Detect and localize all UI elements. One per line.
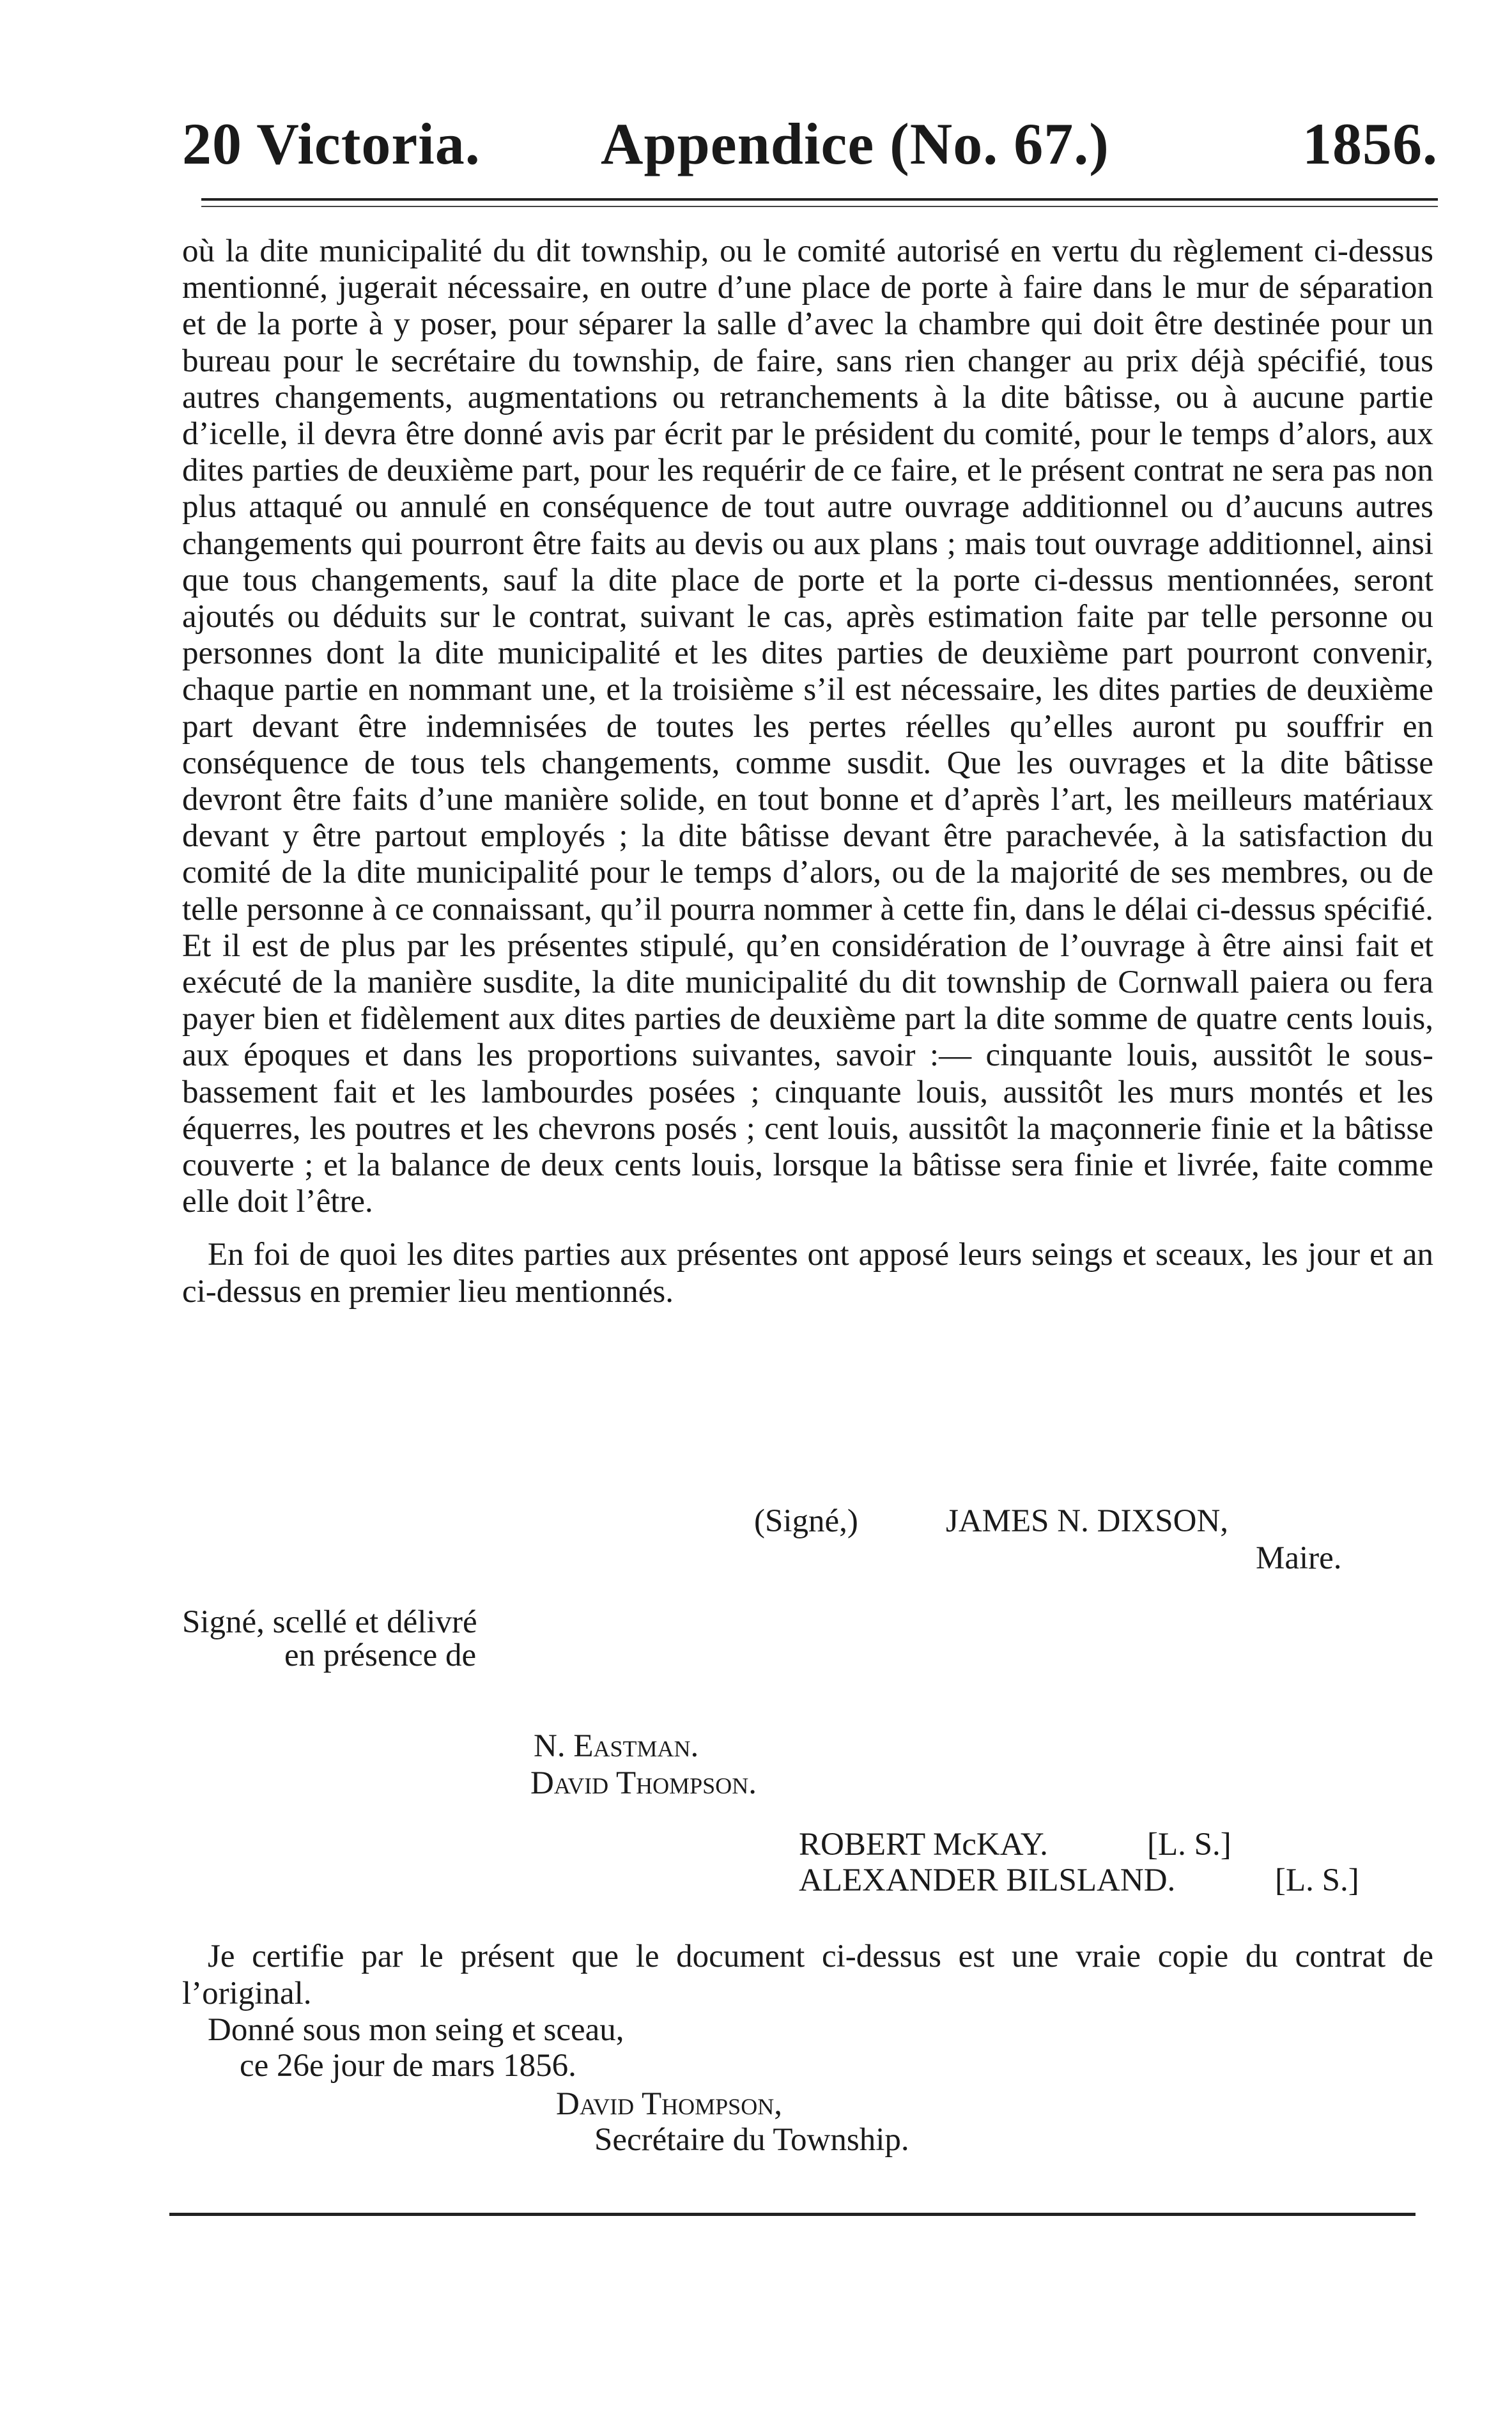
witness-line-2: en présence de	[284, 1638, 477, 1673]
party-bilsland: ALEXANDER BILSLAND.	[799, 1862, 1176, 1898]
certification-given: Donné sous mon seing et sceau,	[208, 2012, 624, 2048]
party-bilsland-seal: [L. S.]	[1275, 1862, 1359, 1898]
header-rule-thick	[201, 198, 1438, 201]
mayor-title: Maire.	[1256, 1540, 1342, 1576]
footer-rule	[169, 2213, 1416, 2216]
secretary-name: David Thompson,	[556, 2086, 782, 2122]
body-text	[182, 233, 1433, 1310]
page-header	[182, 105, 1438, 182]
party-mckay-seal: [L. S.]	[1147, 1827, 1231, 1862]
contract-paragraph: où la dite municipalité du dit township, ou le comité autorisé en vertu du règlement ci-dessus mentionné, jugerait nécessaire, en outre d’une place de porte à faire dans le mur de séparation et de la porte à y poser, pour séparer la salle d’avec la chambre qui doit être destinée pour un bureau pour le secrétaire du township, de faire, sans rien changer au prix déjà spécifié, tous autres changements, augmentations ou retranchements à la dite bâtisse, ou à aucune partie d’icelle, il devra être donné avis par écrit par le président du comité, pour le temps d’alors, aux dites parties de deuxième part, pour les requérir de ce faire, et le présent contrat ne sera pas non plus attaqué ou annulé en conséquence de tout autre ouvrage additionnel ou d’aucuns autres changements qui pourront être faits au devis ou aux plans ; mais tout ouvrage additionnel, ainsi que tous changements, sauf la dite place de porte et la porte ci-dessus mentionnées, seront ajoutés ou déduits sur le contrat, suivant le cas, après estimation faite par telle personne ou personnes dont la dite municipalité et les dites parties de deuxième part pourront convenir, chaque partie en nommant une, et la troisième s’il est nécessaire, les dites parties de deuxième part devant être indemnisées de toutes les pertes réelles qu’elles auront pu souffrir en conséquence de tous tels changements, comme susdit. Que les ouvrages et la dite bâtisse devront être faits d’une manière solide, en tout bonne et d’après l’art, les meilleurs matériaux devant y être partout employés ; la dite bâtisse devant être parachevée, à la satisfaction du comité de la dite municipalité pour le temps d’alors, ou de la majorité de ses membres, ou de telle personne à ce connaissant, qu’il pourra nommer à cette fin, dans le délai ci-dessus spécifié. Et il est de plus par les présentes stipulé, qu’en considération de l’ouvrage à être ainsi fait et exécuté de la manière susdite, la dite municipalité du dit township de Cornwall paiera ou fera payer bien et fidèlement aux dites parties de deuxième part la dite somme de quatre cents louis, aux époques et dans les proportions suivantes, savoir :— cinquante louis, aussitôt le sous-bassement fait et les lambourdes posées ; cinquante louis, aussitôt les murs montés et les équerres, les poutres et les chevrons posés ; cent louis, aussitôt la maçonnerie finie et la bâtisse couverte ; et la balance de deux cents louis, lorsque la bâtisse sera finie et livrée, faite comme elle doit l’être.	[182, 233, 1433, 1220]
signed-label: (Signé,)	[754, 1503, 858, 1539]
attestation-paragraph: En foi de quoi les dites parties aux présentes ont apposé leurs seings et sceaux, les jour et an ci-dessus en premier lieu mentionnés.	[182, 1237, 1433, 1310]
header-rule-thin	[201, 206, 1438, 207]
certification-date: ce 26e jour de mars 1856.	[240, 2048, 576, 2084]
header-appendix: Appendice (No. 67.)	[601, 111, 1109, 176]
witness-eastman: N. Eastman.	[534, 1728, 699, 1764]
certification-text: Je certifie par le présent que le document ci-dessus est une vraie copie du contrat de l’original.	[182, 1939, 1433, 2011]
mayor-name: JAMES N. DIXSON,	[946, 1503, 1229, 1539]
witness-thompson: David Thompson.	[530, 1765, 757, 1801]
witness-line-1: Signé, scellé et délivré	[182, 1604, 477, 1640]
header-year: 1856.	[1302, 111, 1438, 176]
party-mckay: ROBERT McKAY.	[799, 1827, 1048, 1862]
secretary-title: Secrétaire du Township.	[594, 2122, 909, 2158]
header-session: 20 Victoria.	[182, 111, 481, 176]
